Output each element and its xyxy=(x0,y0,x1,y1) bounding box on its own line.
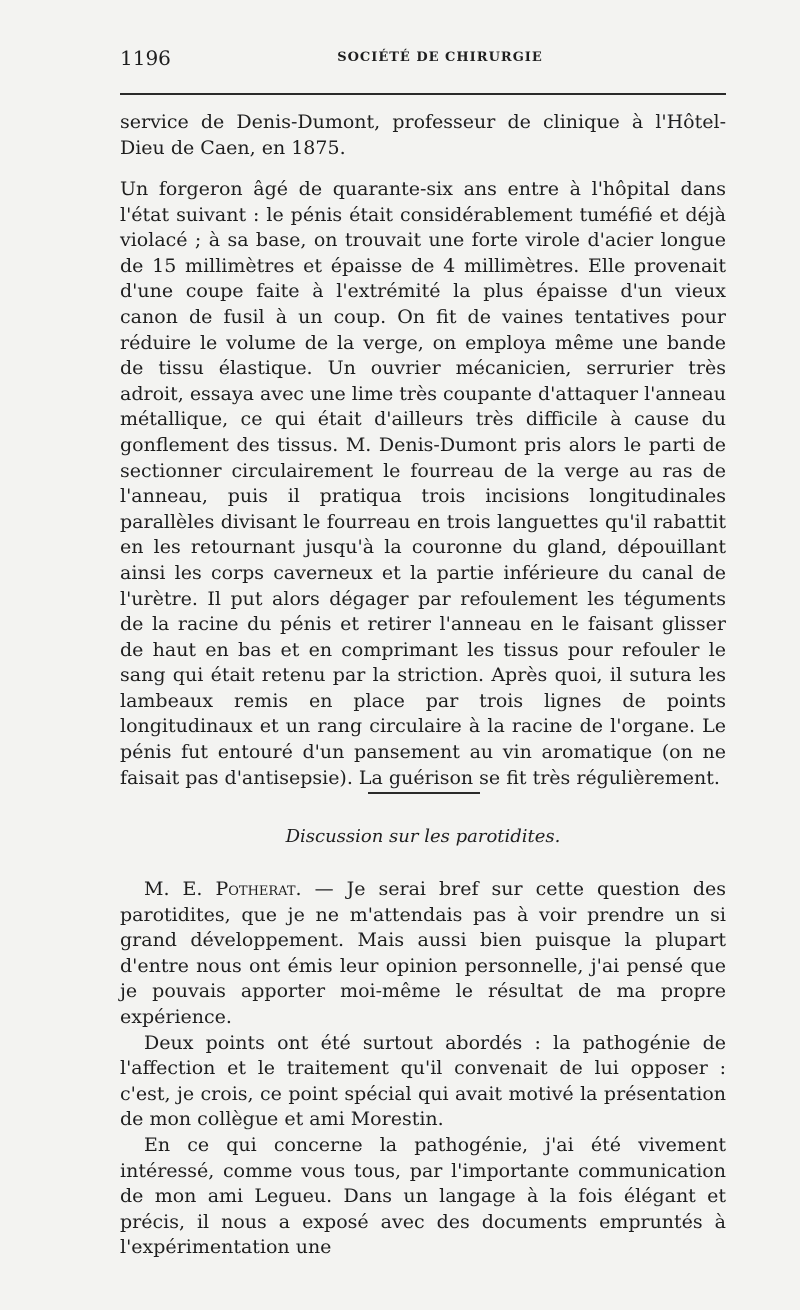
continuation-text: service de Denis-Dumont, professeur de clinique à l'Hôtel-Dieu de Caen, en 1875. xyxy=(120,111,726,159)
page-header xyxy=(120,46,726,76)
running-title: SOCIÉTÉ DE CHIRURGIE xyxy=(337,50,543,65)
discussion-paragraph-1-text: . — Je serai bref sur cette question des parotidites, que je ne m'attendais pas à voir prendre un si grand développement. Mais aussi bien puisque la plupart d'entre nous ont émis leur opinion personnelle, j'ai pensé que je pouvais apporter moi-même le résultat de ma propre expérience. xyxy=(120,878,726,1028)
discussion-paragraph-3: En ce qui concerne la pathogénie, j'ai été vivement intéressé, comme vous tous, par l'importante communication de mon ami Legueu. Dans un langage à la fois élégant et précis, il nous a exposé avec des documents empruntés à l'expérimentation une xyxy=(120,1133,726,1259)
case-report-paragraph xyxy=(120,177,726,791)
page-number: 1196 xyxy=(120,46,171,70)
continuation-paragraph xyxy=(120,110,726,161)
discussion-paragraph-1 xyxy=(120,877,726,1031)
section-title: Discussion sur les parotidites. xyxy=(285,826,561,847)
discussion-paragraph-2: Deux points ont été surtout abordés : la pathogénie de l'affection et le traitement qu'il convenait de lui opposer : c'est, je crois, ce point spécial qui avait motivé la présentation de mon collègue et ami Morestin. xyxy=(120,1031,726,1131)
speaker-prefix: M. E. xyxy=(144,878,216,900)
discussion-body xyxy=(120,877,726,1261)
section-divider xyxy=(368,792,480,794)
speaker-name: Potherat xyxy=(215,878,296,900)
case-report-text: Un forgeron âgé de quarante-six ans entre à l'hôpital dans l'état suivant : le pénis était considérablement tuméfié et déjà violacé ; à sa base, on trouvait une forte virole d'acier longue de 15 millimètres et épaisse de 4 millimètres. Elle provenait d'une coupe faite à l'extrémité la plus épaisse d'un vieux canon de fusil à un coup. On fit de vaines tentatives pour réduire le volume de la verge, on employa même une bande de tissu élastique. Un ouvrier mécanicien, serrurier très adroit, essaya avec une lime très coupante d'attaquer l'anneau métallique, ce qui était d'ailleurs très difficile à cause du gonflement des tissus. M. Denis-Dumont pris alors le parti de sectionner circulairement le fourreau de la verge au ras de l'anneau, puis il pratiqua trois incisions longitudinales parallèles divisant le fourreau en trois languettes qu'il rabattit en les retournant jusqu'à la couronne du gland, dépouillant ainsi les corps caverneux et la partie inférieure du canal de l'urètre. Il put alors dégager par refoulement les téguments de la racine du pénis et retirer l'anneau en le faisant glisser de haut en bas et en comprimant les tissus pour refouler le sang qui était retenu par la striction. Après quoi, il sutura les lambeaux remis en place par trois lignes de points longitudinaux et un rang circulaire à la racine de l'organe. Le pénis fut entouré d'un pansement au vin aromatique (on ne faisait pas d'antisepsie). La guérison se fit très régulièrement. xyxy=(120,178,726,789)
header-rule xyxy=(120,93,726,95)
book-page xyxy=(120,0,726,1310)
